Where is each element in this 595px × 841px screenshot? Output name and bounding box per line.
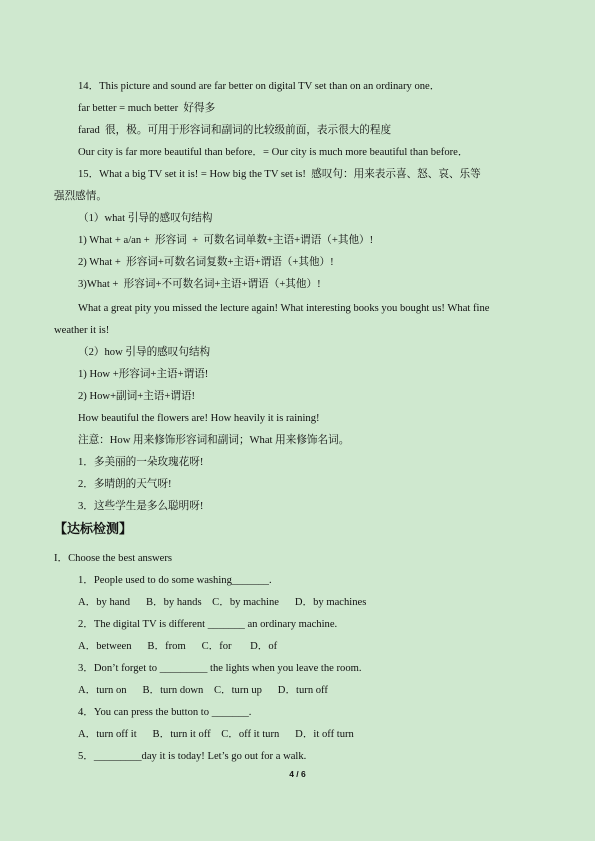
text-line: 注意：How 用来修饰形容词和副词；What 用来修饰名词。 (78, 435, 350, 446)
text-line: weather it is! (54, 325, 110, 336)
text-line: 2) How+副词+主语+谓语! (78, 391, 196, 402)
text-line: （1）what 引导的感叹句结构 (78, 213, 213, 224)
text-line: 15．What a big TV set it is! = How big the TV set is! 感叹句：用来表示喜、怒、哀、乐等 (78, 169, 481, 180)
text-line: farad 很，极。可用于形容词和副词的比较级前面，表示很大的程度 (78, 125, 392, 136)
question: 5．_________day it is today! Let’s go out for a walk. (78, 751, 307, 762)
answer-options: A．by hand B．by hands C．by machine D．by machines (78, 597, 367, 608)
question: 1．People used to do some washing_______. (78, 575, 272, 586)
text-line: 2) What + 形容词+可数名词复数+主语+谓语（+其他）! (78, 257, 334, 268)
text-line: 1．多美丽的一朵玫瑰花呀! (78, 457, 204, 468)
text-line: 1) How +形容词+主语+谓语! (78, 369, 209, 380)
section-heading: 【达标检测】 (54, 522, 133, 537)
text-line: What a great pity you missed the lecture again! What interesting books you bought us! What fine (78, 303, 490, 314)
question: 4．You can press the button to _______. (78, 707, 252, 718)
text-line: （2）how 引导的感叹句结构 (78, 347, 211, 358)
text-line: 14．This picture and sound are far better on digital TV set than on an ordinary one． (78, 81, 441, 92)
exercise-title: I．Choose the best answers (54, 553, 172, 564)
question: 3．Don’t forget to _________ the lights when you leave the room. (78, 663, 362, 674)
text-line: How beautiful the flowers are! How heavily it is raining! (78, 413, 320, 424)
text-line: Our city is far more beautiful than before．= Our city is much more beautiful than before． (78, 147, 469, 158)
text-line: 2．多晴朗的天气呀! (78, 479, 172, 490)
answer-options: A．between B．from C．for D．of (78, 641, 278, 652)
page-number: 4 / 6 (289, 769, 306, 779)
text-line: 3．这些学生是多么聪明呀! (78, 501, 204, 512)
answer-options: A．turn on B．turn down C．turn up D．turn off (78, 685, 328, 696)
answer-options: A．turn off it B．turn it off C．off it turn D．it off turn (78, 729, 354, 740)
text-line: far better = much better 好得多 (78, 103, 216, 114)
text-line: 1) What + a/an + 形容词 + 可数名词单数+主语+谓语（+其他）! (78, 235, 374, 246)
question: 2．The digital TV is different _______ an ordinary machine. (78, 619, 338, 630)
text-line: 强烈感情。 (54, 191, 107, 202)
text-line: 3)What + 形容词+不可数名词+主语+谓语（+其他）! (78, 279, 321, 290)
